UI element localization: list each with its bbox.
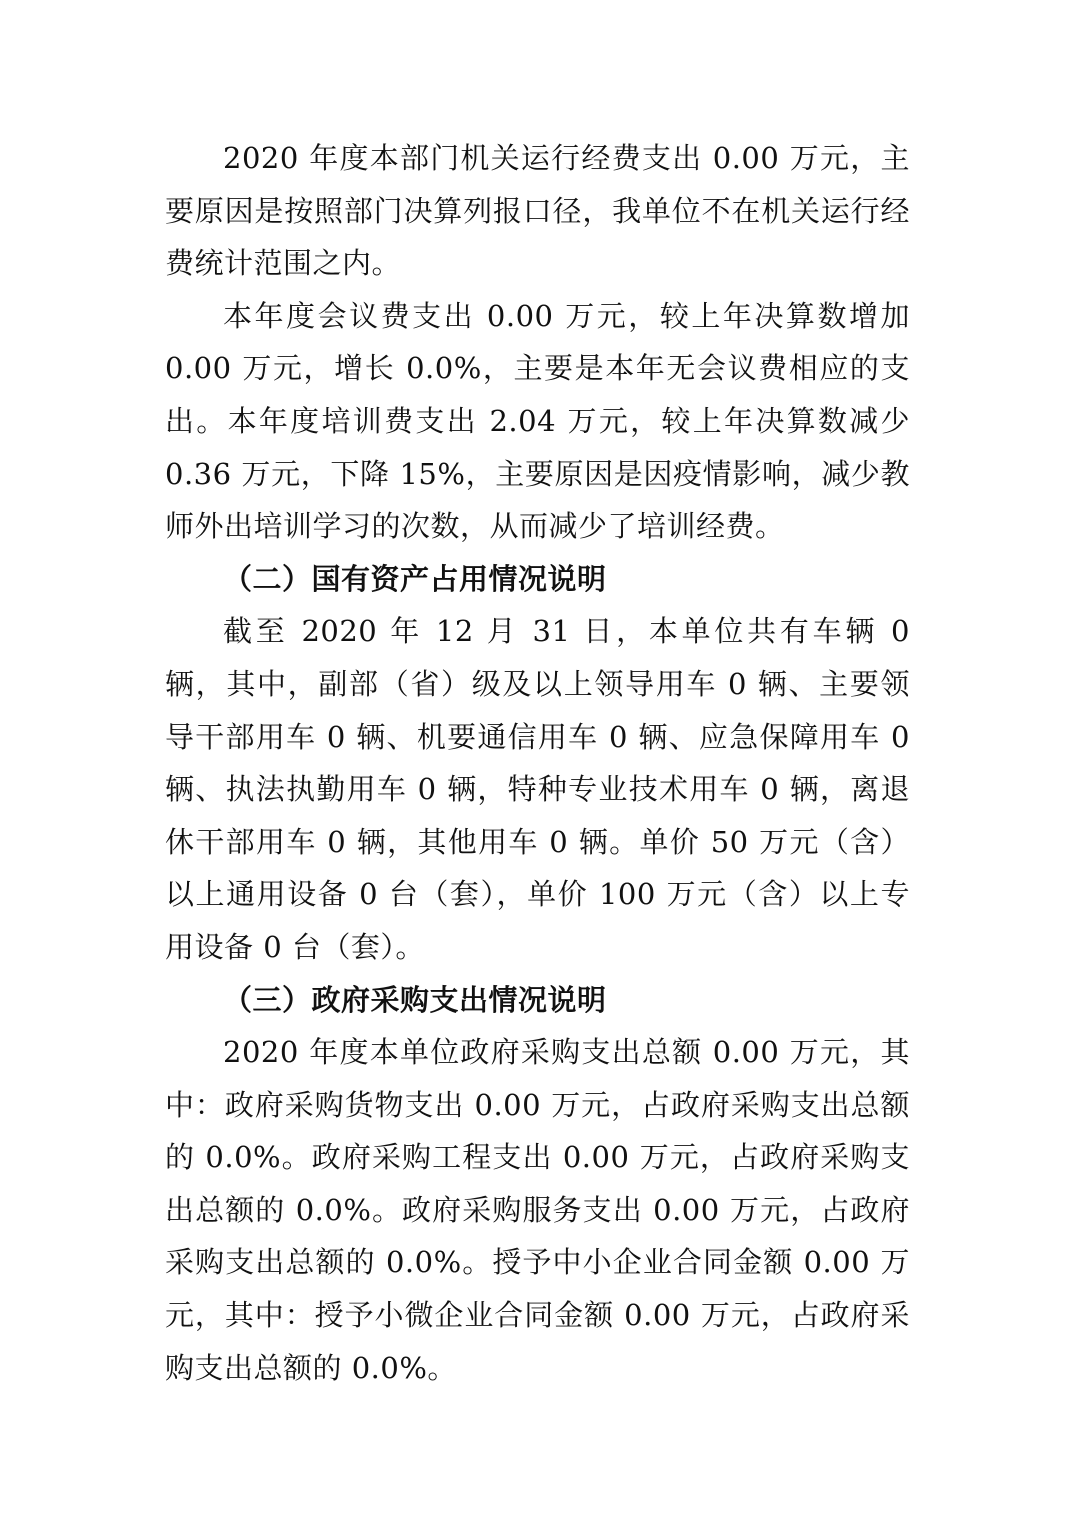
paragraph-meeting-training-fees: 本年度会议费支出 0.00 万元，较上年决算数增加 0.00 万元，增长 0.0%，主要是本年无会议费相应的支出。本年度培训费支出 2.04 万元，较上年决算数减少 0.36 万元，下降 15%，主要原因是因疫情影响，减少教师外出培训学习的次数，从而减少了培训经费。 xyxy=(165,298,910,544)
paragraph-operating-expenses: 2020 年度本部门机关运行经费支出 0.00 万元，主要原因是按照部门决算列报口径，我单位不在机关运行经费统计范围之内。 xyxy=(165,141,910,281)
document-page xyxy=(165,132,910,1394)
paragraph-government-procurement: 2020 年度本单位政府采购支出总额 0.00 万元，其中：政府采购货物支出 0.00 万元，占政府采购支出总额的 0.0%。政府采购工程支出 0.00 万元，占政府采购支出总额的 0.0%。政府采购服务支出 0.00 万元，占政府采购支出总额的 0.0%。授予中小企业合同金额 0.00 万元，其中：授予小微企业合同金额 0.00 万元，占政府采购支出总额的 0.0%。 xyxy=(165,1035,910,1385)
paragraph-state-assets: 截至 2020 年 12 月 31 日，本单位共有车辆 0 辆，其中，副部（省）级及以上领导用车 0 辆、主要领导干部用车 0 辆、机要通信用车 0 辆、应急保障用车 0 辆、执法执勤用车 0 辆，特种专业技术用车 0 辆，离退休干部用车 0 辆，其他用车 0 辆。单价 50 万元（含）以上通用设备 0 台（套），单价 100 万元（含）以上专用设备 0 台（套）。 xyxy=(165,614,910,964)
section-heading-government-procurement: （三）政府采购支出情况说明 xyxy=(223,982,607,1017)
section-heading-state-assets: （二）国有资产占用情况说明 xyxy=(223,561,607,596)
